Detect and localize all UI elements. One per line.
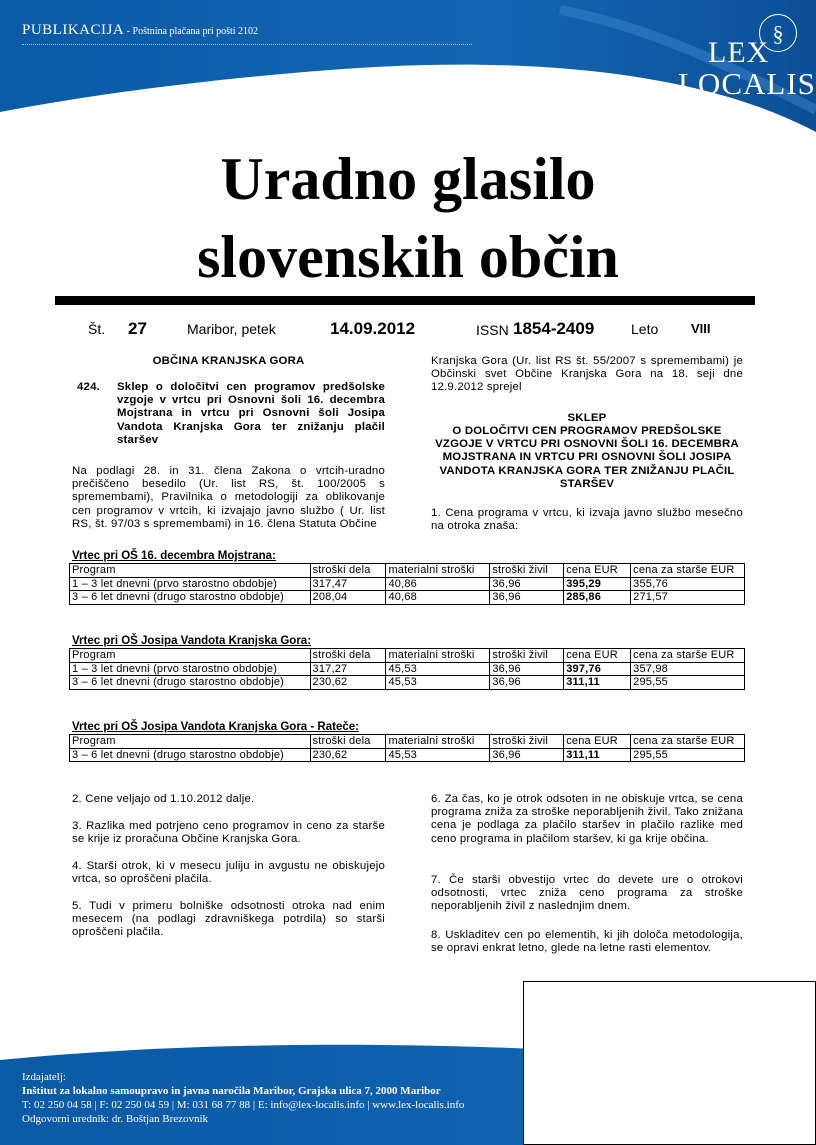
cell-zivila: 36,96 [490,676,564,690]
issue-date: 14.09.2012 [330,319,416,338]
cell-material: 45,53 [386,662,490,676]
sklep-subtitle: O DOLOČITVI CEN PROGRAMOV PREDŠOLSKE VZGOJE V VRTCU PRI OSNOVNI ŠOLI 16. DECEMBRA MOJSTRANA IN VRTCU PRI OSNOVNI ŠOLI JOSIPA VANDOTA KRANJSKA GORA TER ZNIŽANJU PLAČIL STARŠEV [435,425,739,490]
th-materialni: materialni stroški [386,564,490,578]
logo-lex: LEX [708,36,770,69]
year-value: VIII [691,321,711,336]
cell-program: 1 – 3 let dnevni (prvo starostno obdobje) [70,577,311,591]
table-1-caption: Vrtec pri OŠ 16. decembra Mojstrana: [72,550,276,562]
cell-material: 40,86 [386,577,490,591]
publisher-label: Izdajatelj: [22,1071,66,1083]
price-table-ratece [69,734,745,762]
cell-dela: 208,04 [310,591,386,605]
table-3-caption: Vrtec pri OŠ Josipa Vandota Kranjska Gora - Rateče: [72,721,359,733]
cell-cena: 395,29 [564,577,631,591]
cell-program: 3 – 6 let dnevni (drugo starostno obdobje) [70,748,311,762]
preamble: Na podlagi 28. in 31. člena Zakona o vrtcih-uradno prečiščeno besedilo (Ur. list RS, št. 100/2005 s spremembami), Pravilnika o metodologiji za oblikovanje cen programov v vrtcih, ki izvajajo javno službo ( Ur. list RS, št. 97/03 s spremembami) in 16. člena Statuta Občine [72,465,385,530]
th-cena: cena EUR [564,735,631,749]
publisher-name: Inštitut za lokalno samoupravo in javna naročila Maribor, Grajska ulica 7, 2000 Maribor [22,1085,441,1097]
cell-material: 40,68 [386,591,490,605]
cell-zivila: 36,96 [490,591,564,605]
header-dotted-line [22,44,472,45]
sklep-heading: SKLEP [567,412,607,424]
cell-material: 45,53 [386,676,490,690]
table-row [70,676,745,690]
th-materialni: materialni stroški [386,649,490,663]
cell-dela: 317,47 [310,577,386,591]
paragraph-1: 1. Cena programa v vrtcu, ki izvaja javno službo mesečno na otroka znaša: [431,507,743,533]
responsible-editor: Odgovorni urednik: dr. Boštjan Brezovnik [22,1113,209,1125]
th-program: Program [70,564,311,578]
price-table-kranjska-gora [69,648,745,690]
logo-localis: LOCALIS [678,66,816,101]
title-rule [55,296,755,305]
cell-cena-starse: 295,55 [631,748,745,762]
price-table-mojstrana [69,563,745,605]
th-zivila: stroški živil [490,649,564,663]
th-cena: cena EUR [564,564,631,578]
cell-cena: 397,76 [564,662,631,676]
title-line-2: slovenskih občin [197,224,619,290]
preamble-continuation: Kranjska Gora (Ur. list RS št. 55/2007 s spremembami) je Občinski svet Občine Kranjska Gora na 18. seji dne 12.9.2012 sprejel [431,355,743,394]
issn-label: ISSN [476,322,509,338]
th-materialni: materialni stroški [386,735,490,749]
paragraph-8: 8. Uskladitev cen po elementih, ki jih določa metodologija, se opravi enkrat letno, glede na letne rasti elementov. [431,929,743,955]
paragraph-7: 7. Če starši obvestijo vrtec do devete ure o otrokovi odsotnosti, vrtec zniža ceno programa za stroške neporabljenih živil z naslednjim dnem. [431,874,743,913]
th-program: Program [70,735,311,749]
title-line-1: Uradno glasilo [220,146,596,212]
issue-place: Maribor, petek [187,321,276,337]
th-cena-starse: cena za starše EUR [631,649,745,663]
paragraph-seal-icon: § [759,14,797,52]
municipality-heading: OBČINA KRANJSKA GORA [152,355,305,367]
cell-cena: 311,11 [564,676,631,690]
cell-cena-starse: 355,76 [631,577,745,591]
page-title [0,140,816,296]
th-stroski-dela: stroški dela [310,564,386,578]
table-row [70,591,745,605]
cell-dela: 230,62 [310,748,386,762]
table-row [70,748,745,762]
paragraph-6: 6. Za čas, ko je otrok odsoten in ne obiskuje vrtca, se cena programa zniža za stroške neporabljenih živil. Tako znižana cena je podlaga za plačilo staršev in plačilo razlike med ceno programa in plačilom staršev, ki ga krije občina. [431,793,743,845]
th-stroski-dela: stroški dela [310,649,386,663]
table-row [70,662,745,676]
paragraph-5: 5. Tudi v primeru bolniške odsotnosti otroka nad enim mesecem (na podlagi zdravniškega potrdila) so starši oproščeni plačila. [72,900,385,939]
act-title: Sklep o določitvi cen programov predšolske vzgoje v vrtcu pri Osnovni šoli 16. decembra Mojstrana in vrtcu pri Osnovni šoli Josipa Vandota Kranjska Gora ter znižanju plačil staršev [117,381,385,446]
th-cena-starse: cena za starše EUR [631,735,745,749]
cell-zivila: 36,96 [490,748,564,762]
th-zivila: stroški živil [490,564,564,578]
cell-program: 3 – 6 let dnevni (drugo starostno obdobje) [70,591,311,605]
cell-dela: 230,62 [310,676,386,690]
empty-notice-box [523,981,816,1145]
cell-material: 45,53 [386,748,490,762]
th-stroski-dela: stroški dela [310,735,386,749]
cell-cena-starse: 357,98 [631,662,745,676]
issue-number-label: Št. [88,321,106,337]
publication-label [22,22,258,39]
cell-program: 1 – 3 let dnevni (prvo starostno obdobje) [70,662,311,676]
cell-cena: 285,86 [564,591,631,605]
year-label: Leto [631,321,659,337]
paragraph-2: 2. Cene veljajo od 1.10.2012 dalje. [72,793,255,805]
publikacija-text: PUBLIKACIJA [22,22,125,38]
footer-publisher-info [22,1070,464,1126]
cell-cena: 311,11 [564,748,631,762]
cell-zivila: 36,96 [490,662,564,676]
cell-zivila: 36,96 [490,577,564,591]
postnina-text: - Poštnina plačana pri pošti 2102 [124,26,259,37]
cell-dela: 317,27 [310,662,386,676]
th-cena: cena EUR [564,649,631,663]
paragraph-4: 4. Starši otrok, ki v mesecu juliju in avgustu ne obiskujejo vrtca, so oproščeni plačila. [72,860,385,886]
paragraph-3: 3. Razlika med potrjeno ceno programov in ceno za starše se krije iz proračuna Občine Kranjska Gora. [72,820,385,846]
table-row [70,577,745,591]
th-cena-starse: cena za starše EUR [631,564,745,578]
issn-value: 1854-2409 [513,319,595,338]
table-header-row [70,735,745,749]
th-program: Program [70,649,311,663]
table-header-row [70,649,745,663]
table-2-caption: Vrtec pri OŠ Josipa Vandota Kranjska Gora: [72,635,312,647]
cell-cena-starse: 295,55 [631,676,745,690]
act-number: 424. [77,381,100,393]
th-zivila: stroški živil [490,735,564,749]
cell-cena-starse: 271,57 [631,591,745,605]
table-header-row [70,564,745,578]
publisher-contacts: T: 02 250 04 58 | F: 02 250 04 59 | M: 031 68 77 88 | E: info@lex-localis.info | www.lex-localis.info [22,1099,465,1111]
cell-program: 3 – 6 let dnevni (drugo starostno obdobje) [70,676,311,690]
issue-number: 27 [128,319,147,338]
